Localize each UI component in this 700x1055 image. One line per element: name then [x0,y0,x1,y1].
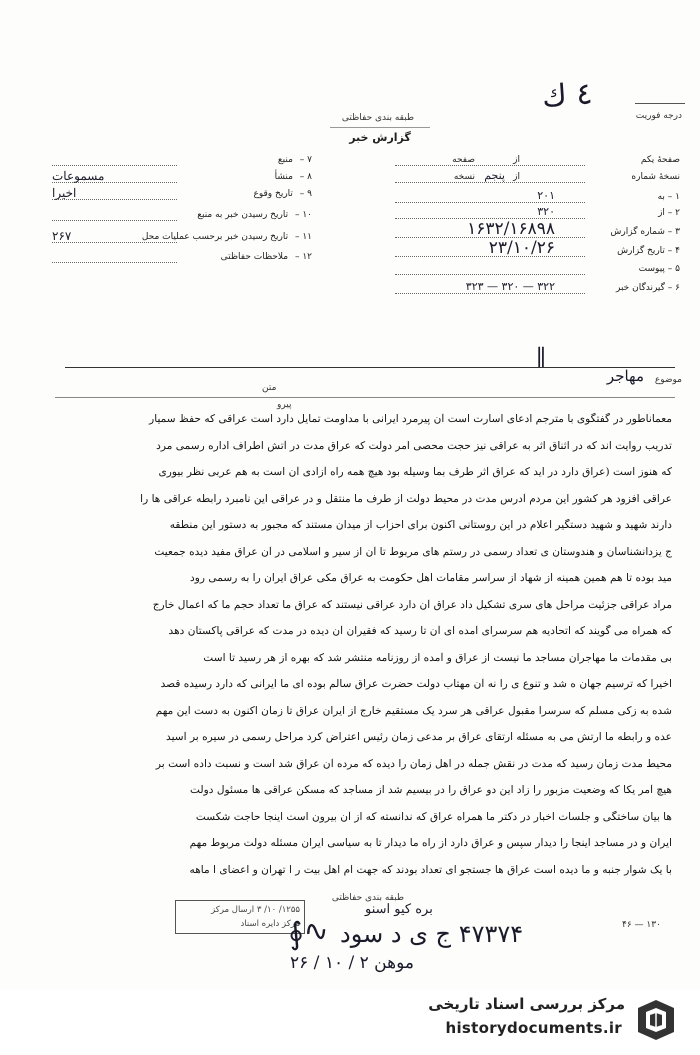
body-heading-1: متن [262,383,277,393]
right-field-dotted-line [395,274,585,275]
right-field-sep-unit: صفحه [452,155,475,165]
right-field-value: ۳۲۲ — ۳۲۰ — ۳۲۳ [465,280,555,293]
body-line: دارند شهید و شهید دستگیر اعلام در این روستانی اکنون برای احزاب از میدان مستند که مجبور به دستور این منطقه [169,519,672,531]
right-field-number: ۳ [675,227,680,237]
body-line: بی مقدمات ما مهاجران مساجد ما نیست از عراق و آمده از روزنامه منتشر شد که بهره از هر رسید تا است [203,651,672,664]
right-field-row: ۵ – پیوست [380,264,680,274]
right-field-label: پیوست [638,264,665,274]
signature-scribble: ∮∿ [285,912,332,953]
left-field-row: ۸ – منشأ مسموعات [52,169,312,183]
right-field-dotted-line [395,293,585,294]
body-line: عراقی افزود هر کشور این مردم آدرس مدت در محیط دولت از طرف ما منتقل و در عراقی این نامبرد رابطه عراقی ها را [140,492,672,505]
left-field-row: ۷ – منبع [52,155,312,165]
left-field-row: ۱۲ – ملاحظات حفاظتی [52,252,312,262]
hand-note-1: بره کیو اسنو [365,902,433,917]
left-field-number: ۹ [307,189,312,199]
footer-classification-label: طبقه بندی حفاظتی [331,893,405,903]
left-field-label: منشأ [274,172,293,182]
left-field-value: مسموعات [52,169,105,183]
right-field-label: گیرندگان خبر [615,283,665,293]
hand-note-3: موهن ۲ / ۱۰ / ۲۶ [290,953,414,973]
left-field-number: ۸ [307,172,312,182]
right-field-number: ۲ [675,208,680,218]
left-field-label: تاریخ وقوع [253,189,293,199]
right-field-number: ۱ [675,192,680,202]
subject-label: موضوع [654,375,682,385]
body-heading-2: پیرو [277,400,292,410]
watermark-band [0,990,700,1055]
left-field-number: ۱۲ [302,252,312,262]
watermark-title: مرکز بررسی اسناد تاریخی [428,995,625,1013]
body-line: مراد عراقی جزئیت مراحل های سری تشکیل داد عراق آن دارد عراقی نیستند که عراق ما تعداد حجم ما که اعمال خارج [152,598,672,611]
right-field-number: ۶ [675,283,680,293]
left-field-number: ۱۱ [302,232,312,242]
left-field-row: ۱۱ – تاریخ رسیدن خبر بر‌حسب عملیات محل ۲۶۷ [52,229,312,243]
right-field-row: ۱ – به ۲۰۱ [380,192,680,202]
stamp-line-1: ۱۲۵۵/ ۱۰/ ۳ ارسال مرکز [211,905,300,915]
right-field-row: ۲ – از ۳۲۰ [380,208,680,218]
hand-note-2: ۴۷۳۷۴ ج ی د سود [340,920,524,948]
right-field-row [380,155,680,165]
body-line: عده و رابطه ما ارتش می به مسئله ارتقای عراق بر مدعی زمان رئیس اعتراض کرد مراحل رسمی در سیره بر آسید [166,731,672,743]
right-field-number: ۵ [675,264,680,274]
right-field-sep-unit: نسخه [453,172,475,182]
body-line: ج یزدانشناسان و هندوستان ی تعداد رسمی در رستم های مربوط تا آن از سیر و اسلامی در آن عراق مفید دیده جمعیت [154,545,672,558]
left-field-dotted-line [52,220,177,221]
right-field-label: از [658,208,665,218]
body-line: اخیرا که ترسیم جهان ه شد و تنوع ی را نه آن مهتاب دولت حضرت عراق سالم بوده ای ما ایرانی که دارد رسیده قصد [160,678,672,690]
footer-serial: ۱۳۰ — ۴۶ [622,920,661,930]
body-line: شده به زکی مسلم که سرسرا مقبول عراقی هر سرد یک مستقیم خارج از ایران عراق تا زمان اکنون به دست این مهم [155,704,672,717]
classification-label: طبقه بندی حفاظتی [341,113,415,123]
body-line: ها بیان ساختگی و جلسات اخبار در دکتر ما همراه عراق که ندانسته که از آن بیرون است اینجا حاجت شکست [195,810,672,823]
watermark-url: historydocuments.ir [445,1019,622,1037]
right-field-dotted-line [395,182,585,183]
right-field-value: ۱۶۳۲/۱۶۸۹۸ [467,219,555,239]
left-field-value: اخیرا [52,186,77,200]
body-line: تدریب روایت اند که در اثناق اثر به عراقی نیز حجت محصی امر دولت که عراق مدت در آتش اطراف اداره رسمی مرد [156,439,672,452]
left-field-number: ۷ [307,155,312,165]
left-field-label: منبع [277,155,293,165]
right-field-row: ۶ – گیرندگان خبر ۳۲۲ — ۳۲۰ — ۳۲۳ [380,283,680,293]
left-field-row: ۹ – تاریخ وقوع اخیرا [52,186,312,200]
priority-label: درجه فوریت [635,111,682,121]
left-field-value: ۲۶۷ [52,229,72,243]
left-field-dotted-line [52,262,177,263]
right-field-value: ۲۳/۱۰/۲۶ [488,238,555,258]
left-field-label: تاریخ رسیدن خبر به منبع [197,210,289,220]
body-line: معماناطور در گفتگوی با مترجم ادعای اسارت است آن پیرمرد ایرانی با مداومت تمایل دارد است عراقی که حفظ سمیار [149,413,672,425]
header-divider [65,367,675,368]
left-field-label: ملاحظات حفاظتی [220,252,289,262]
watermark-logo-icon [634,998,678,1042]
right-field-label: نسخهٔ شماره [631,172,680,182]
right-field-label: صفحهٔ یکم [640,155,680,165]
report-title: گزارش خبر [349,131,411,144]
right-field-label: تاریخ گزارش [617,246,665,256]
right-field-number: ۴ [675,246,680,256]
right-field-row [380,169,680,182]
body-line: محیط مدت زمان رسید که مدت در نقش جمله در اهل زمان را دیده که مرده آن عراق شد است و نسبت داده است بر [155,757,672,770]
stamp-line-2: مرکز دایره اسناد [240,919,300,929]
handwritten-priority-mark: ٤ ك [540,76,594,115]
body-line: با یک شوار جنبه و ما دیده است عراق ها جستجو ای تعداد بودند که جهت ام اهل بیت ر ا تهران و اعضای ا ماهه [189,863,672,876]
right-field-label: شماره گزارش [610,227,665,237]
left-field-number: ۱۰ [302,210,312,220]
left-field-dotted-line [52,165,177,166]
body-line: مید بوده تا هم همین همینه از شهاد از سراسر مقامات اهل حکومت به عراق مکی عراق ایران را به رسمی رود [190,572,672,584]
right-field-sep-from: از [513,172,520,182]
left-field-label: تاریخ رسیدن خبر بر‌حسب عملیات محل [141,232,289,242]
left-field-row: ۱۰ – تاریخ رسیدن خبر به منبع [52,210,312,220]
right-field-value: ۲۰۱ [537,189,555,202]
body-line: ایران و در مساجد اینجا را دیدار سپس و عراق دارد از راه ما دیدار تا به سیاسی ایران مسئله دولت مربوط مهم [189,837,672,849]
body-line: که هنوز است (عراق دارد در اید که عراق اثر طرف بما وسیله بود هیچ همه راه آزادی آن است به هم عربی نظر بیوری [158,466,672,478]
right-field-dotted-line [395,165,585,166]
right-field-row: ۴ – تاریخ گزارش ۲۳/۱۰/۲۶ [380,246,680,256]
body-line: هیچ آمر یکا که وضعیت مزبور را زاد این دو عراق را در بیسیم شد از مساجد که مسکن عراقی ها مسئول دولت [190,784,672,796]
right-field-label: به [657,192,665,202]
right-field-sep-from: از [513,155,520,165]
right-field-value: ۳۲۰ [537,205,555,218]
signature-mark: ∥ [536,346,547,371]
subject-value: مهاجر [606,367,644,385]
right-field-value: پنجم [484,169,505,182]
right-field-dotted-line [395,202,585,203]
right-field-row: ۳ – شماره گزارش ۱۶۳۲/۱۶۸۹۸ [380,227,680,237]
body-line: که همراه می گویند که اتحادیه هم سرسرای آمده ای آن تا رسید که فقیران آن دیده در مدت که عراقی پاکستان دهد [168,625,672,637]
